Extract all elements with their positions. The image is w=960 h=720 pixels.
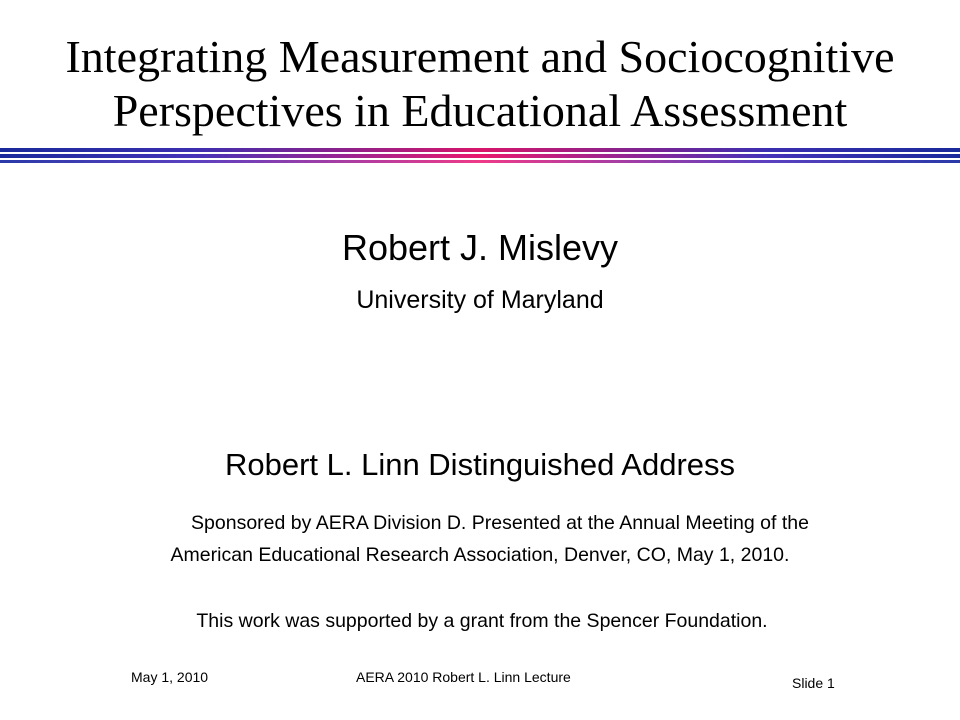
sponsor-line-1: Sponsored by AERA Division D. Presented at the Annual Meeting of the (191, 512, 809, 534)
title-divider-line-3 (0, 160, 960, 163)
author-name: Robert J. Mislevy (341, 227, 619, 268)
support-line: This work was supported by a grant from the Spencer Foundation. (196, 610, 768, 632)
slide-title (0, 30, 960, 138)
sponsor-line-2: American Educational Research Association, Denver, CO, May 1, 2010. (170, 544, 790, 566)
footer-lecture: AERA 2010 Robert L. Linn Lecture (356, 669, 571, 685)
author-affiliation: University of Maryland (356, 286, 604, 314)
footer-date: May 1, 2010 (131, 669, 209, 685)
title-divider-line-1 (0, 148, 960, 152)
address-title: Robert L. Linn Distinguished Address (224, 447, 736, 482)
footer-slide-number: Slide 1 (792, 675, 835, 691)
sponsor-text (0, 507, 960, 571)
title-divider-line-2 (0, 154, 960, 158)
support-text (0, 607, 960, 635)
slide-title-line-1: Integrating Measurement and Sociocognitive (65, 31, 895, 82)
slide-title-line-2: Perspectives in Educational Assessment (112, 85, 848, 136)
title-divider (0, 148, 960, 168)
